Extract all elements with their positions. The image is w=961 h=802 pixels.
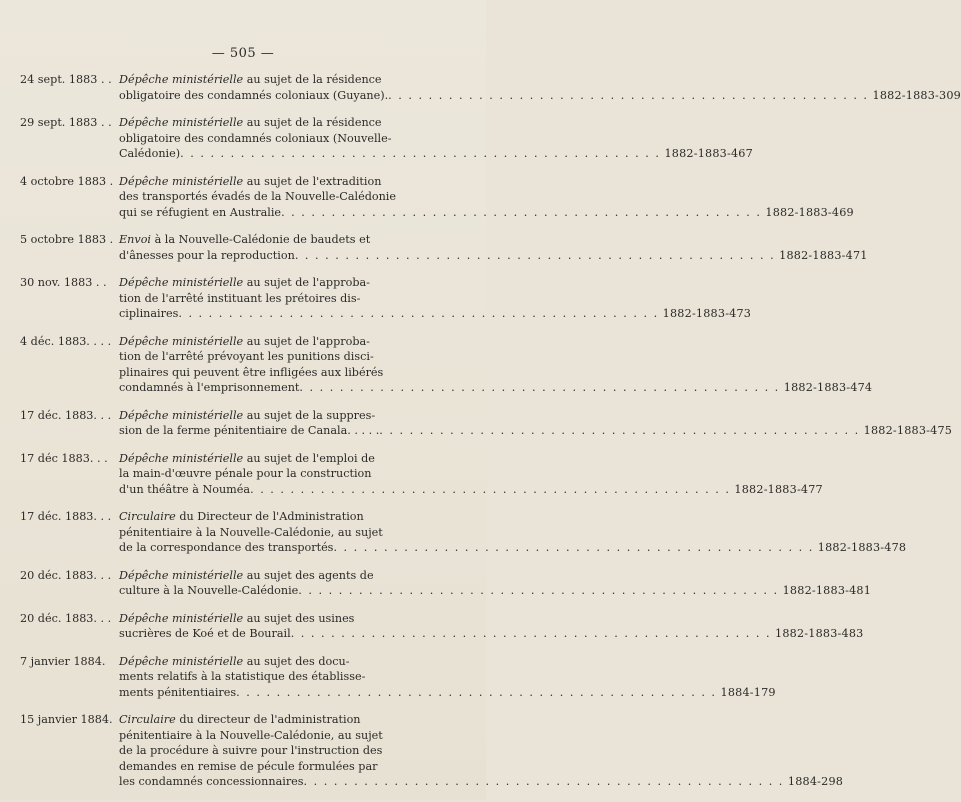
leader-dots: . . . . . . . . . . . . . . . . . . . . . . . . . . . . . . . . . . . . . . . . . . . . . . . . bbox=[250, 482, 731, 496]
leader-dots: . . . . . . . . . . . . . . . . . . . . . . . . . . . . . . . . . . . . . . . . . . . . . . . . bbox=[178, 307, 659, 320]
entry-text: ciplinaires bbox=[119, 307, 179, 320]
entry-text: obligatoire des condamnés coloniaux (Nouvelle- bbox=[119, 131, 392, 145]
entry-description bbox=[119, 451, 823, 498]
entry-lead: Dépêche ministérielle bbox=[119, 334, 244, 348]
entry-text: à la Nouvelle-Calédonie de baudets et bbox=[154, 233, 371, 246]
entry-description bbox=[119, 115, 753, 162]
list-item bbox=[20, 275, 752, 322]
entry-last-line bbox=[119, 626, 864, 642]
leader-dots: . . . . . . . . . . . . . . . . . . . . . . . . . . . . . . . . . . . . . . . . . . . . . . . . bbox=[388, 88, 869, 102]
entry-date: 29 sept. 1883 . . bbox=[20, 116, 112, 129]
entry-line bbox=[119, 712, 843, 728]
entry-line bbox=[119, 654, 776, 670]
entry-reference: 1884-298 bbox=[787, 775, 844, 788]
entry-last-line bbox=[119, 306, 751, 322]
entry-description bbox=[119, 568, 871, 599]
list-item bbox=[20, 72, 961, 103]
list-item bbox=[20, 611, 864, 642]
entry-reference: 1882-1883-471 bbox=[779, 248, 868, 262]
entry-reference: 1882-1883-469 bbox=[765, 205, 854, 219]
entry-description bbox=[119, 509, 906, 556]
entry-lead: Dépêche ministérielle bbox=[119, 611, 244, 625]
entry-lead: Dépêche ministérielle bbox=[119, 654, 244, 668]
entry-description bbox=[119, 654, 776, 701]
entry-text: la main-d'œuvre pénale pour la construction bbox=[119, 467, 372, 480]
entry-date: 30 nov. 1883 . . bbox=[20, 276, 107, 289]
leader-dots: . . . . . . . . . . . . . . . . . . . . . . . . . . . . . . . . . . . . . . . . . . . . . . . . bbox=[333, 541, 814, 554]
entry-description bbox=[119, 712, 843, 790]
entry-text: obligatoire des condamnés coloniaux (Guyane). bbox=[119, 88, 389, 102]
entry-text: culture à la Nouvelle-Calédonie bbox=[119, 584, 299, 597]
leader-dots: . . . . . . . . . . . . . . . . . . . . . . . . . . . . . . . . . . . . . . . . . . . . . . . . bbox=[294, 248, 776, 262]
entry-last-line bbox=[119, 88, 961, 104]
entry-reference: 1882-1883-478 bbox=[817, 541, 907, 554]
entry-description bbox=[119, 334, 872, 396]
list-item bbox=[20, 509, 907, 556]
entry-description bbox=[119, 611, 864, 642]
entry-text: de la correspondance des transportés bbox=[119, 541, 334, 554]
entry-reference: 1882-1883-475 bbox=[863, 424, 953, 437]
entry-line bbox=[119, 568, 871, 584]
leader-dots: . . . . . . . . . . . . . . . . . . . . . . . . . . . . . . . . . . . . . . . . . . . . . . . . bbox=[298, 584, 779, 597]
entry-text: au sujet de l'emploi de bbox=[246, 451, 375, 465]
entry-text: tion de l'arrêté instituant les prétoires dis- bbox=[119, 291, 361, 305]
entry-reference: 1882-1883-477 bbox=[734, 482, 823, 496]
entry-text: au sujet de l'extradition bbox=[246, 174, 382, 188]
entry-text: du Directeur de l'Administration bbox=[179, 510, 364, 523]
list-item bbox=[20, 334, 873, 396]
entry-date: 17 déc. 1883. . . bbox=[20, 408, 112, 422]
entry-date: 4 déc. 1883. . . . bbox=[20, 334, 112, 348]
entry-last-line bbox=[119, 423, 952, 439]
leader-dots: . . . . . . . . . . . . . . . . . . . . . . . . . . . . . . . . . . . . . . . . . . . . . . . . bbox=[180, 147, 661, 160]
entry-lead: Dépêche ministérielle bbox=[119, 451, 244, 465]
entry-reference: 1882-1883-467 bbox=[664, 147, 753, 160]
entry-text: ments pénitentiaires bbox=[119, 685, 237, 699]
entry-description bbox=[119, 232, 868, 263]
entry-text: plinaires qui peuvent être infligées aux libérés bbox=[119, 365, 384, 379]
list-item bbox=[20, 232, 868, 263]
entry-line bbox=[119, 275, 751, 291]
entry-lead: Dépêche ministérielle bbox=[119, 73, 244, 86]
entry-text: sion de la ferme pénitentiaire de Canala. . . . . bbox=[119, 424, 380, 437]
list-item bbox=[20, 451, 823, 498]
entry-lead: Dépêche ministérielle bbox=[119, 568, 244, 582]
page-number: — 505 — bbox=[211, 46, 275, 61]
entry-lead: Circulaire bbox=[119, 510, 176, 523]
leader-dots: . . . . . . . . . . . . . . . . . . . . . . . . . . . . . . . . . . . . . . . . . . . . . . . . bbox=[379, 424, 860, 437]
entry-reference: 1882-1883-473 bbox=[662, 307, 752, 320]
entry-text: Calédonie) bbox=[119, 147, 181, 160]
entry-description bbox=[119, 72, 961, 103]
entry-lead: Dépêche ministérielle bbox=[119, 174, 244, 188]
entry-list bbox=[20, 72, 961, 802]
leader-dots: . . . . . . . . . . . . . . . . . . . . . . . . . . . . . . . . . . . . . . . . . . . . . . . . bbox=[236, 685, 717, 699]
entry-line bbox=[119, 232, 868, 248]
list-item bbox=[20, 408, 953, 439]
entry-date: 4 octobre 1883 . bbox=[20, 174, 114, 188]
entry-line bbox=[119, 72, 961, 88]
entry-line bbox=[119, 115, 753, 131]
list-item bbox=[20, 174, 854, 221]
entry-text: au sujet de la résidence bbox=[246, 116, 382, 129]
entry-last-line bbox=[119, 540, 906, 556]
entry-text: demandes en remise de pécule formulées par bbox=[119, 759, 378, 773]
entry-lead: Dépêche ministérielle bbox=[119, 116, 244, 129]
entry-text: au sujet des agents de bbox=[246, 568, 374, 582]
entry-text: condamnés à l'emprisonnement bbox=[119, 381, 300, 394]
leader-dots: . . . . . . . . . . . . . . . . . . . . . . . . . . . . . . . . . . . . . . . . . . . . . . . . bbox=[281, 205, 762, 219]
entry-text: les condamnés concessionnaires bbox=[119, 775, 304, 788]
entry-text: au sujet des usines bbox=[246, 611, 355, 625]
entry-line bbox=[119, 451, 823, 467]
entry-date: 24 sept. 1883 . . bbox=[20, 73, 112, 86]
entry-last-line bbox=[119, 380, 872, 396]
entry-last-line bbox=[119, 774, 843, 790]
entry-line bbox=[119, 334, 872, 350]
entry-reference: 1882-1883-309 bbox=[872, 88, 961, 102]
entry-text: d'un théâtre à Nouméa bbox=[119, 482, 251, 496]
entry-text: pénitentiaire à la Nouvelle-Calédonie, au sujet bbox=[119, 525, 383, 539]
leader-dots: . . . . . . . . . . . . . . . . . . . . . . . . . . . . . . . . . . . . . . . . . . . . . . . . bbox=[299, 381, 780, 394]
entry-line bbox=[119, 408, 952, 424]
entry-reference: 1882-1883-483 bbox=[775, 627, 864, 640]
entry-lead: Dépêche ministérielle bbox=[119, 276, 244, 289]
entry-line bbox=[119, 611, 864, 627]
entry-text: au sujet de l'approba- bbox=[246, 334, 370, 348]
entry-date: 5 octobre 1883 . bbox=[20, 233, 114, 246]
entry-reference: 1882-1883-481 bbox=[782, 584, 872, 597]
entry-text: des transportés évadés de la Nouvelle-Calédonie bbox=[119, 190, 396, 203]
entry-date: 20 déc. 1883. . . bbox=[20, 568, 112, 582]
entry-line bbox=[119, 174, 854, 190]
entry-last-line bbox=[119, 482, 823, 498]
entry-date: 17 déc. 1883. . . bbox=[20, 510, 112, 523]
entry-lead: Envoi bbox=[119, 233, 152, 246]
entry-text: au sujet de la résidence bbox=[246, 73, 382, 86]
entry-date: 15 janvier 1884. bbox=[20, 713, 113, 726]
list-item bbox=[20, 115, 753, 162]
entry-lead: Circulaire bbox=[119, 713, 176, 726]
entry-last-line bbox=[119, 146, 753, 162]
entry-text: ments relatifs à la statistique des établisse- bbox=[119, 670, 366, 683]
entry-lead: Dépêche ministérielle bbox=[119, 408, 244, 422]
entry-description bbox=[119, 275, 751, 322]
entry-text: sucrières de Koé et de Bourail bbox=[119, 627, 291, 640]
entry-text: qui se réfugient en Australie bbox=[119, 205, 282, 219]
entry-text: d'ânesses pour la reproduction bbox=[119, 248, 295, 262]
entry-date: 20 déc. 1883. . . bbox=[20, 611, 112, 625]
leader-dots: . . . . . . . . . . . . . . . . . . . . . . . . . . . . . . . . . . . . . . . . . . . . . . . . bbox=[303, 775, 784, 788]
entry-text: du directeur de l'administration bbox=[179, 713, 361, 726]
entry-last-line bbox=[119, 205, 854, 221]
entry-last-line bbox=[119, 248, 868, 264]
entry-text: au sujet des docu- bbox=[246, 654, 350, 668]
list-item bbox=[20, 712, 844, 790]
entry-date: 7 janvier 1884. bbox=[20, 654, 106, 668]
leader-dots: . . . . . . . . . . . . . . . . . . . . . . . . . . . . . . . . . . . . . . . . . . . . . . . . bbox=[290, 627, 772, 640]
entry-line bbox=[119, 509, 906, 525]
entry-text: tion de l'arrêté prévoyant les punitions disci- bbox=[119, 350, 374, 363]
list-item bbox=[20, 568, 872, 599]
entry-last-line bbox=[119, 583, 871, 599]
entry-reference: 1884-179 bbox=[720, 685, 776, 699]
entry-text: au sujet de l'approba- bbox=[246, 276, 370, 289]
entry-text: au sujet de la suppres- bbox=[246, 408, 376, 422]
list-item bbox=[20, 654, 776, 701]
entry-text: de la procédure à suivre pour l'instruction des bbox=[119, 744, 383, 757]
entry-date: 17 déc 1883. . . bbox=[20, 451, 108, 465]
entry-description bbox=[119, 408, 952, 439]
entry-description bbox=[119, 174, 854, 221]
entry-last-line bbox=[119, 685, 776, 701]
entry-text: pénitentiaire à la Nouvelle-Calédonie, au sujet bbox=[119, 728, 383, 742]
entry-reference: 1882-1883-474 bbox=[783, 381, 873, 394]
